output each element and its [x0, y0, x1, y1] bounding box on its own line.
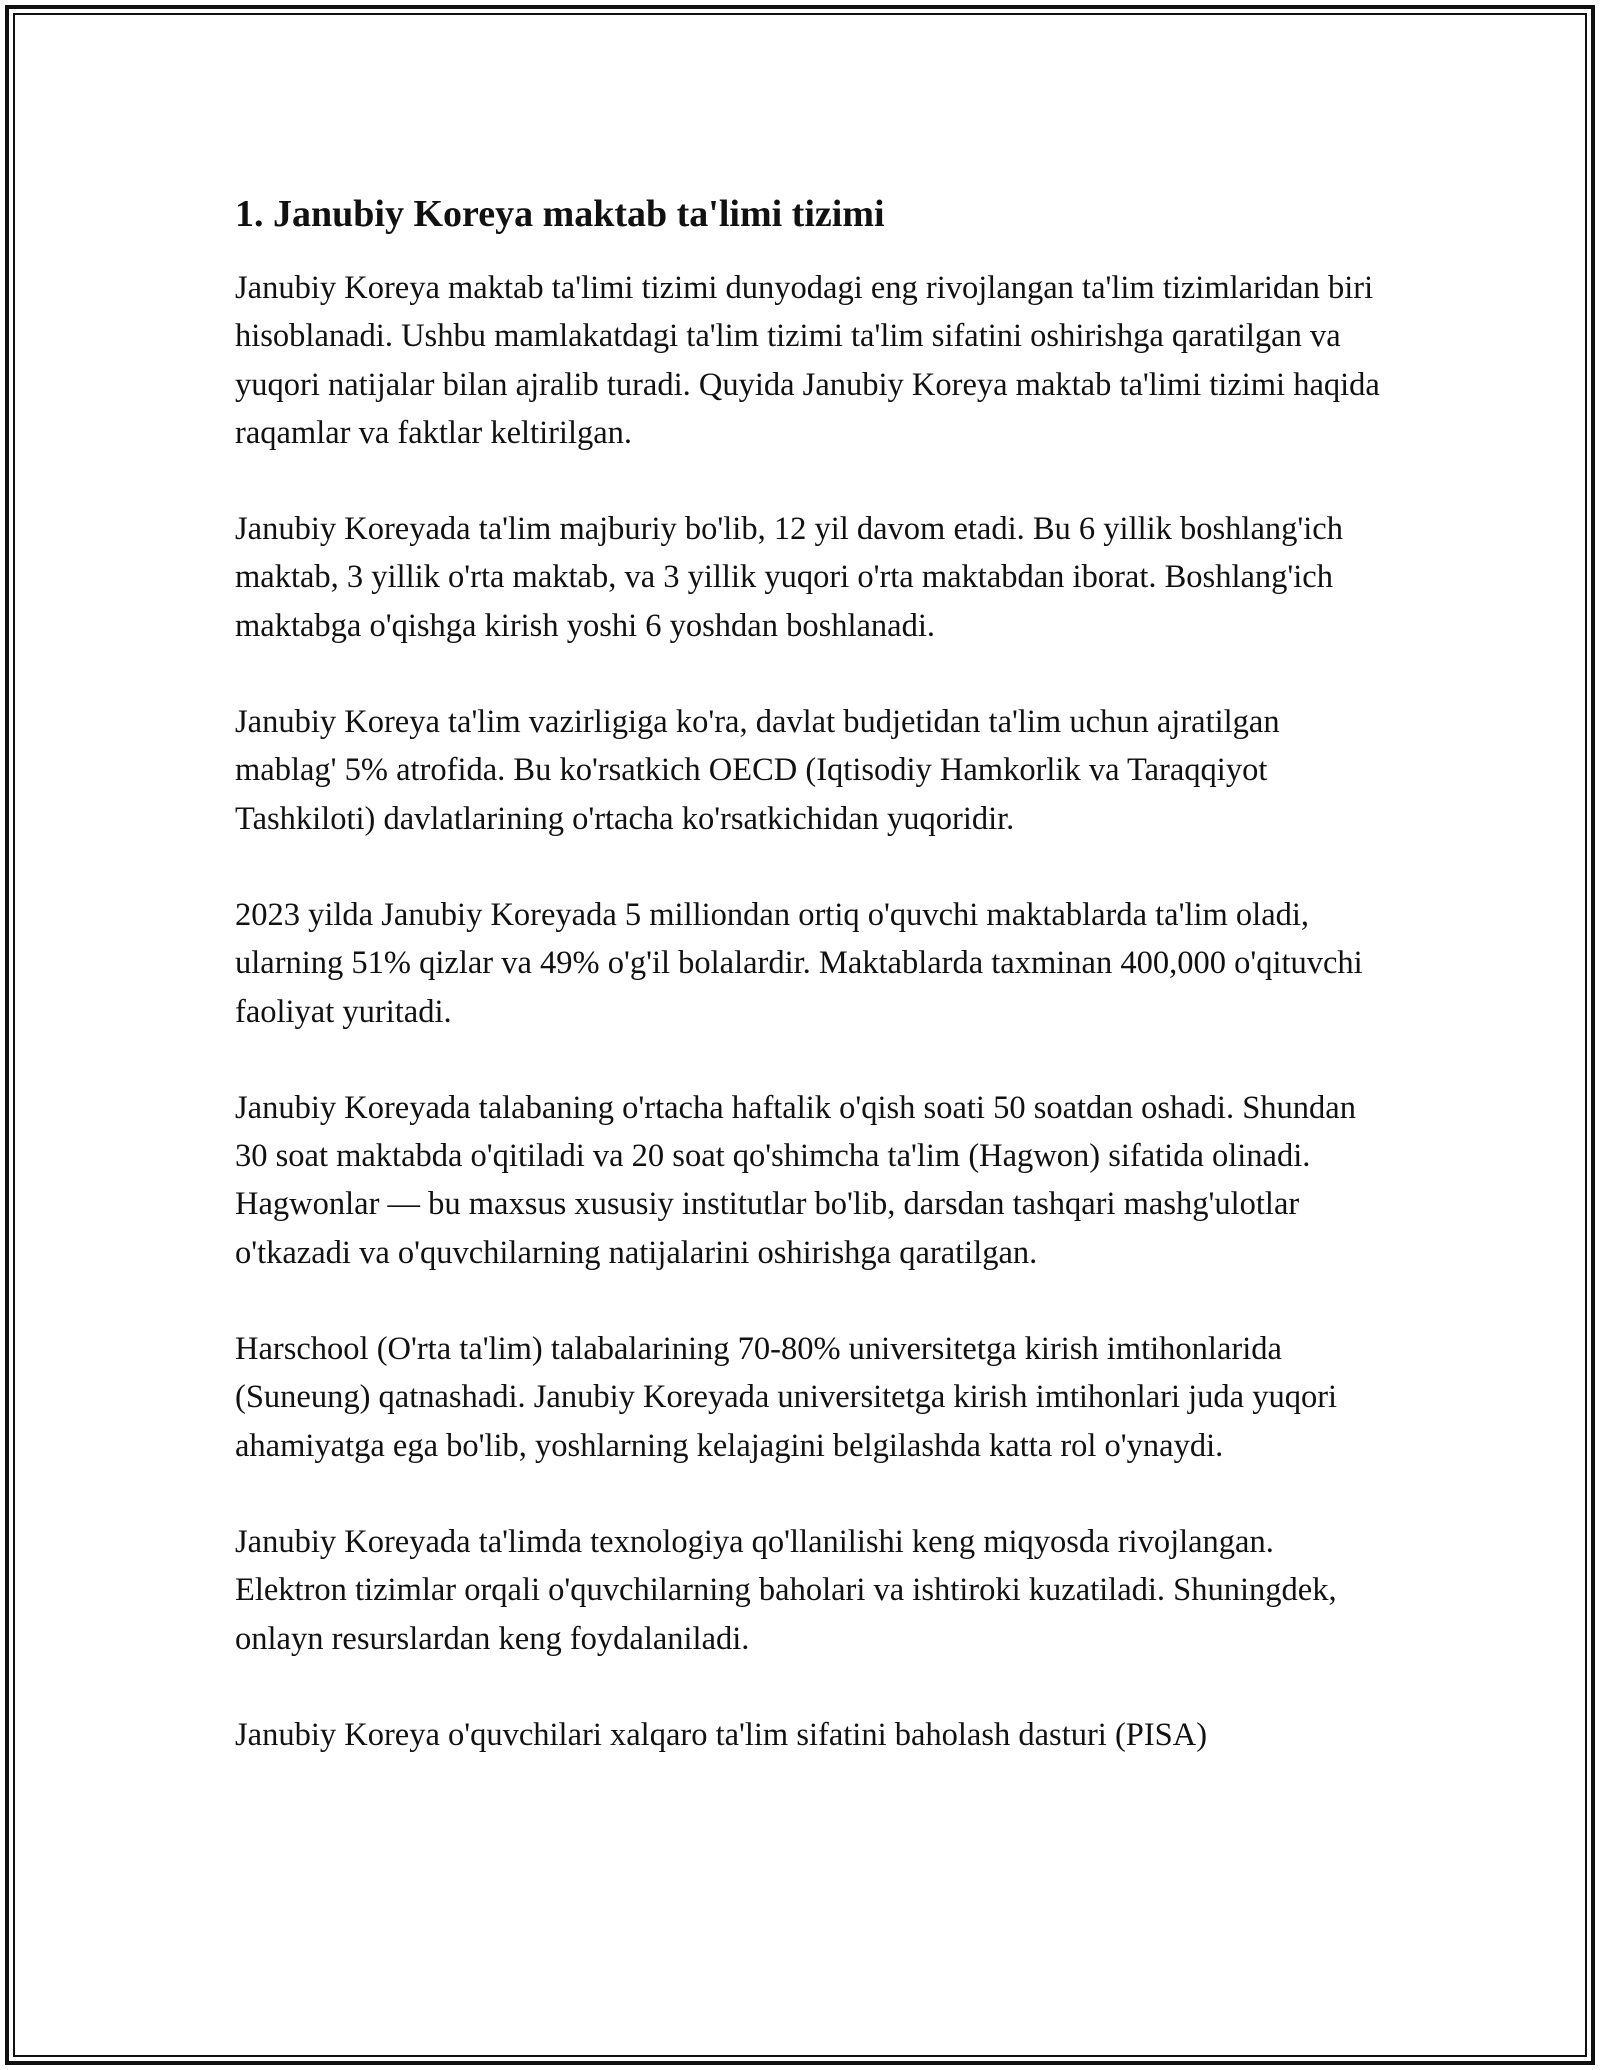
page-title: 1. Janubiy Koreya maktab ta'limi tizimi: [235, 193, 885, 235]
paragraph-study-hours: Janubiy Koreyada talabaning o'rtacha haftalik o'qish soati 50 soatdan oshadi. Shundan 30 soat maktabda o'qitiladi va 20 soat qo'shimcha ta'lim (Hagwon) sifatida olinadi. Hagwonlar — bu maxsus xususiy institutlar bo'lib, darsdan tashqari mashg'ulotlar o'tkazadi va o'quvchilarning natijalarini oshirishga qaratilgan.: [235, 1089, 1356, 1271]
paragraph-intro: Janubiy Koreya maktab ta'limi tizimi dunyodagi eng rivojlangan ta'lim tizimlaridan biri hisoblanadi. Ushbu mamlakatdagi ta'lim tizimi ta'lim sifatini oshirishga qaratilgan va yuqori natijalar bilan ajralib turadi. Quyida Janubiy Koreya maktab ta'limi tizimi haqida raqamlar va faktlar keltirilgan.: [235, 270, 1380, 451]
paragraph-budget: Janubiy Koreya ta'lim vazirligiga ko'ra, davlat budjetidan ta'lim uchun ajratilgan mablag' 5% atrofida. Bu ko'rsatkich OECD (Iqtisodiy Hamkorlik va Taraqqiyot Tashkiloti) davlatlarining o'rtacha ko'rsatkichidan yuqoridir.: [235, 704, 1280, 837]
paragraph-pisa: Janubiy Koreya o'quvchilari xalqaro ta'lim sifatini baholash dasturi (PISA): [235, 1716, 1208, 1753]
paragraph-suneung: Harschool (O'rta ta'lim) talabalarining 70-80% universitetga kirish imtihonlarida (Suneung) qatnashadi. Janubiy Koreyada universitetga kirish imtihonlari juda yuqori ahamiyatga ega bo'lib, yoshlarning kelajagini belgilashda katta rol o'ynaydi.: [235, 1331, 1338, 1464]
paragraph-technology: Janubiy Koreyada ta'limda texnologiya qo'llanilishi keng miqyosda rivojlangan. Elektron tizimlar orqali o'quvchilarning baholari va ishtiroki kuzatiladi. Shuningdek, onlayn resurslardan keng foydalaniladi.: [235, 1523, 1337, 1657]
document-body: [235, 186, 1385, 1807]
paragraph-students-teachers: 2023 yilda Janubiy Koreyada 5 milliondan ortiq o'quvchi maktablarda ta'lim oladi, ularning 51% qizlar va 49% o'g'il bolalardir. Maktablarda taxminan 400,000 o'qituvchi faoliyat yuritadi.: [235, 896, 1363, 1030]
paragraph-compulsory-education: Janubiy Koreyada ta'lim majburiy bo'lib, 12 yil davom etadi. Bu 6 yillik boshlang'ich maktab, 3 yillik o'rta maktab, va 3 yillik yuqori o'rta maktabdan iborat. Boshlang'ich maktabga o'qishga kirish yoshi 6 yoshdan boshlanadi.: [235, 511, 1343, 644]
